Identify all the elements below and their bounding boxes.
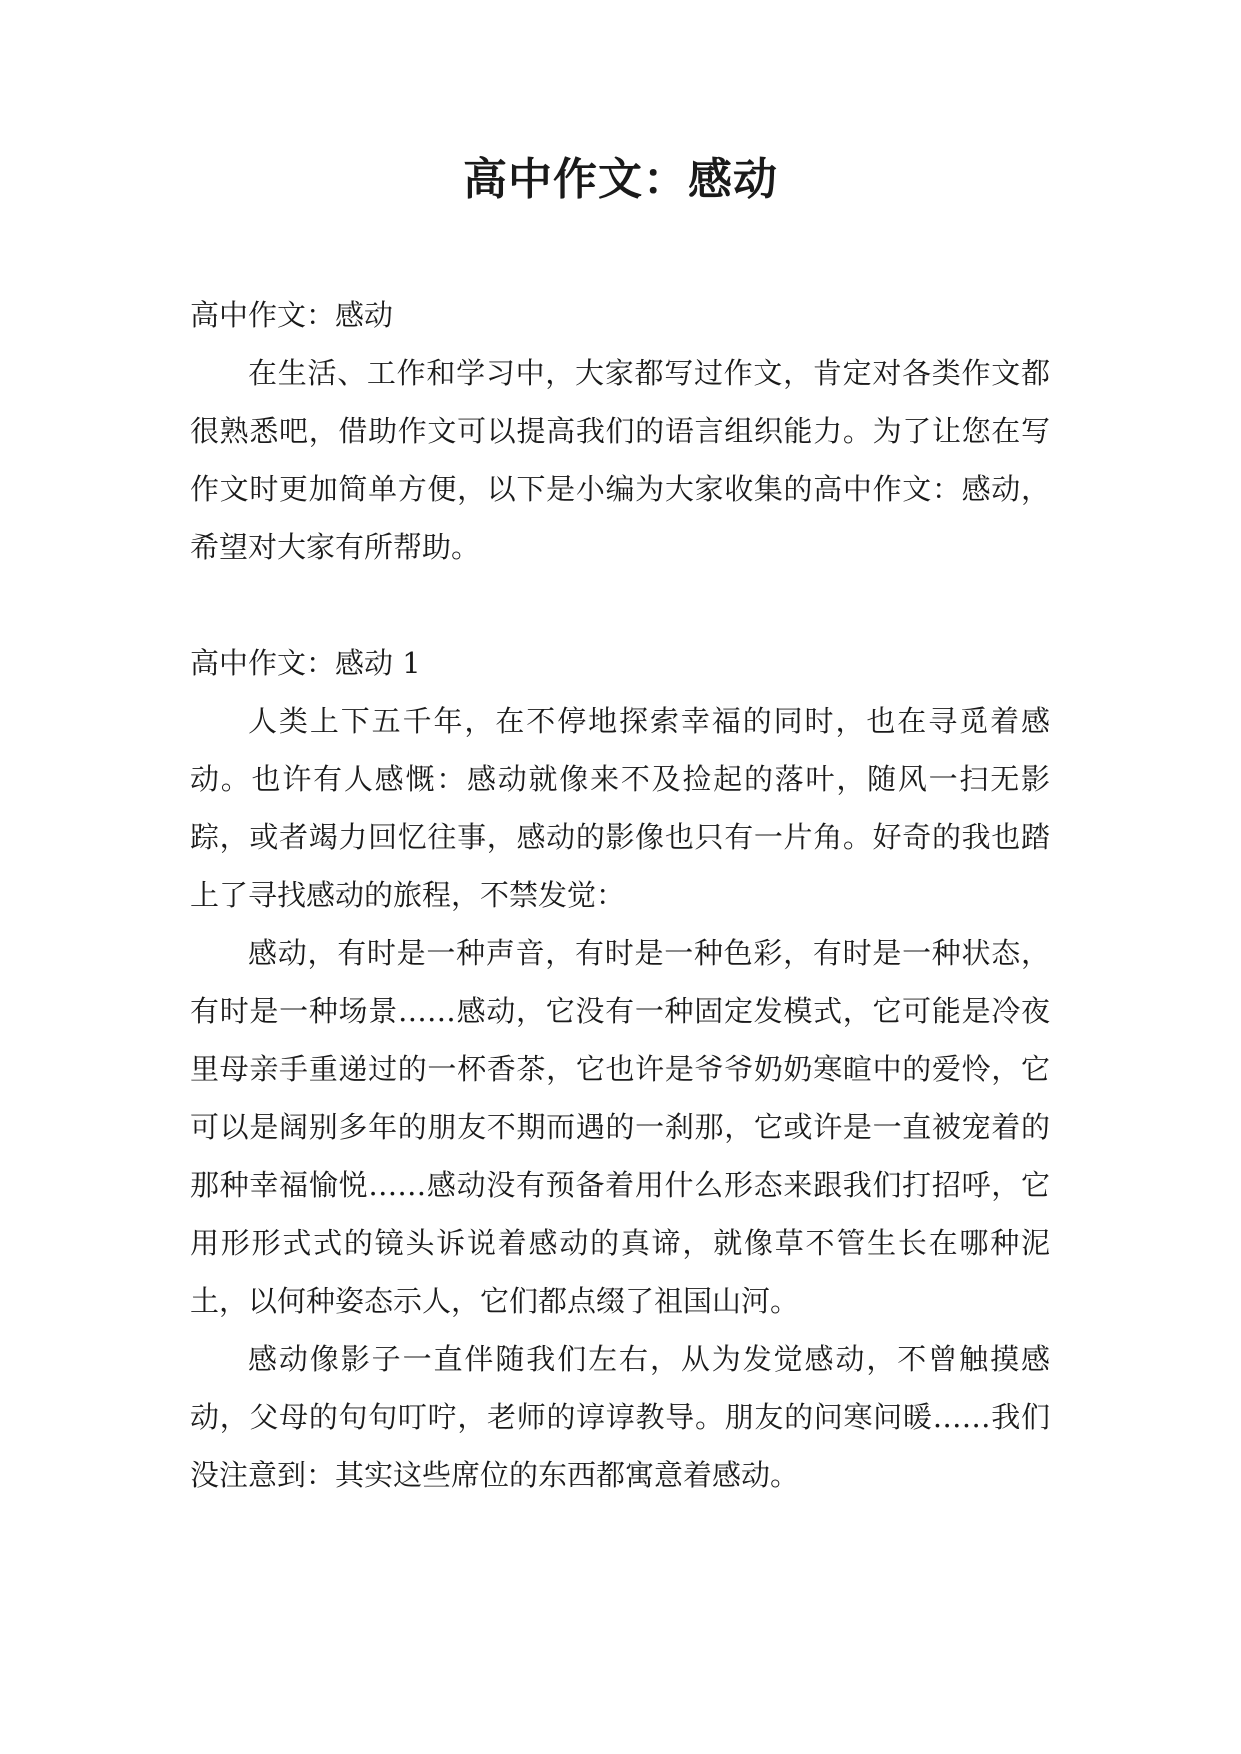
document-body	[190, 286, 1050, 1504]
intro-paragraph: 在生活、工作和学习中，大家都写过作文，肯定对各类作文都很熟悉吧，借助作文可以提高我们的语言组织能力。为了让您在写作文时更加简单方便，以下是小编为大家收集的高中作文：感动，希望对大家有所帮助。	[190, 356, 1050, 564]
intro-heading: 高中作文：感动	[190, 298, 394, 332]
section1-paragraph-1: 人类上下五千年，在不停地探索幸福的同时，也在寻觅着感动。也许有人感慨：感动就像来不及捡起的落叶，随风一扫无影踪，或者竭力回忆往事，感动的影像也只有一片角。好奇的我也踏上了寻找感动的旅程，不禁发觉：	[190, 704, 1050, 912]
section1-paragraph-3: 感动像影子一直伴随我们左右，从为发觉感动，不曾触摸感动，父母的句句叮咛，老师的谆谆教导。朋友的问寒问暖……我们没注意到：其实这些席位的东西都寓意着感动。	[190, 1342, 1050, 1492]
document-title: 高中作文：感动	[463, 154, 778, 205]
section1-paragraph-2: 感动，有时是一种声音，有时是一种色彩，有时是一种状态，有时是一种场景……感动，它没有一种固定发模式，它可能是冷夜里母亲手重递过的一杯香茶，它也许是爷爷奶奶寒暄中的爱怜，它可以是阔别多年的朋友不期而遇的一刹那，它或许是一直被宠着的那种幸福愉悦……感动没有预备着用什么形态来跟我们打招呼，它用形形式式的镜头诉说着感动的真谛，就像草不管生长在哪种泥土，以何种姿态示人，它们都点缀了祖国山河。	[190, 936, 1050, 1318]
section1-heading: 高中作文：感动 1	[190, 646, 421, 680]
section-spacer	[190, 576, 1050, 634]
